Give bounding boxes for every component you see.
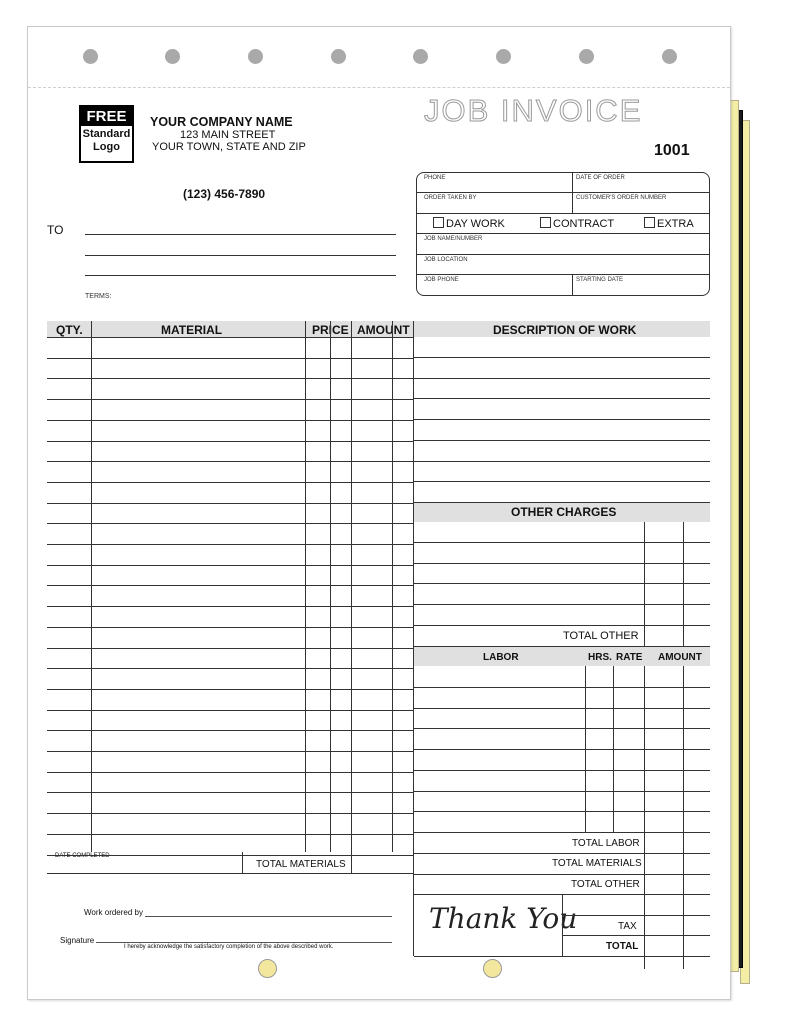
material-header: MATERIAL [161, 323, 223, 337]
to-line-3[interactable] [85, 275, 396, 276]
order-taken-by-field[interactable]: ORDER TAKEN BY [424, 195, 477, 201]
materials-row-line [47, 544, 413, 545]
company-logo [79, 105, 134, 163]
totals-line [414, 874, 710, 875]
description-row-line [414, 357, 710, 358]
to-line-1[interactable] [85, 234, 396, 235]
invoice-number: 1001 [654, 142, 690, 159]
binding-hole [165, 49, 180, 64]
customers-order-number-field[interactable]: CUSTOMER'S ORDER NUMBER [576, 195, 667, 201]
price-column-line [351, 321, 352, 873]
labor-cents-line [683, 666, 684, 969]
thank-you-divider [562, 894, 563, 956]
job-location-field[interactable]: JOB LOCATION [424, 257, 468, 263]
other-charges-amount-line [644, 522, 645, 647]
materials-row-line [47, 337, 413, 338]
amount-cents-line [392, 321, 393, 852]
labor-row-line [414, 687, 710, 688]
invoice-sheet [27, 26, 731, 1000]
labor-row-line [414, 708, 710, 709]
binding-hole [413, 49, 428, 64]
extra-label: EXTRA [657, 218, 694, 230]
other-charges-row-line [414, 542, 710, 543]
materials-row-line [47, 772, 413, 773]
checkbox-icon [540, 217, 551, 228]
material-column-line [305, 321, 306, 852]
logo-free: FREE [81, 107, 132, 126]
invoice-title: JOB INVOICE [424, 93, 643, 128]
extra-checkbox[interactable] [644, 217, 694, 230]
phone-field[interactable]: PHONE [424, 175, 446, 181]
company-street: 123 MAIN STREET [180, 129, 276, 141]
company-city: YOUR TOWN, STATE AND ZIP [152, 141, 306, 153]
labor-amount-header: AMOUNT [658, 652, 702, 663]
to-label: TO [47, 223, 64, 237]
materials-row-line [47, 648, 413, 649]
work-ordered-by-label: Work ordered by [84, 908, 143, 917]
tax-label: TAX [618, 921, 637, 932]
description-row-line [414, 398, 710, 399]
info-divider [572, 172, 573, 213]
other-charges-row-line [414, 604, 710, 605]
info-divider [416, 192, 710, 193]
acknowledge-text: I hereby acknowledge the satisfactory completion of the above described work. [124, 944, 334, 950]
to-line-2[interactable] [85, 255, 396, 256]
materials-bottom-line [47, 873, 413, 874]
labor-row-line [414, 749, 710, 750]
totals-line [562, 935, 710, 936]
date-completed-label: DATE COMPLETED [55, 853, 110, 859]
checkbox-icon [644, 217, 655, 228]
description-row-line [414, 461, 710, 462]
labor-hrs-line [585, 666, 586, 833]
labor-row-line [414, 770, 710, 771]
perforation-line [28, 87, 730, 88]
amount-column-line [413, 321, 414, 956]
binding-hole [496, 49, 511, 64]
materials-row-line [47, 523, 413, 524]
total-materials-divider [242, 852, 243, 873]
materials-row-line [47, 565, 413, 566]
materials-row-line [47, 441, 413, 442]
total-materials-label: TOTAL MATERIALS [256, 859, 346, 870]
other-charges-cents-line [683, 522, 684, 647]
labor-row-line [414, 811, 710, 812]
totals-line [562, 915, 710, 916]
logo-standard: Standard [82, 128, 131, 140]
description-row-line [414, 419, 710, 420]
signature-label: Signature [60, 936, 95, 945]
materials-row-line [47, 689, 413, 690]
job-phone-field[interactable]: JOB PHONE [424, 277, 459, 283]
other-charges-row-line [414, 646, 710, 647]
labor-header: LABOR [483, 652, 519, 663]
totals-bottom-line [414, 956, 710, 957]
other-charges-header: OTHER CHARGES [511, 505, 617, 519]
info-divider [416, 274, 710, 275]
info-divider [416, 233, 710, 234]
materials-row-line [47, 606, 413, 607]
qty-header: QTY. [56, 323, 83, 337]
info-divider [416, 213, 710, 214]
contract-label: CONTRACT [553, 218, 615, 230]
description-row-line [414, 502, 710, 503]
date-of-order-field[interactable]: DATE OF ORDER [576, 175, 625, 181]
description-row-line [414, 378, 710, 379]
other-charges-row-line [414, 625, 710, 626]
binding-hole [248, 49, 263, 64]
rate-header: RATE [616, 652, 643, 663]
hrs-header: HRS. [588, 652, 612, 663]
materials-row-line [47, 420, 413, 421]
info-divider [572, 274, 573, 295]
labor-row-line [414, 728, 710, 729]
totals-line [414, 853, 710, 854]
company-name: YOUR COMPANY NAME [150, 115, 293, 129]
total-other-right-label: TOTAL OTHER [571, 879, 640, 890]
company-phone: (123) 456-7890 [183, 187, 266, 201]
info-divider [416, 254, 710, 255]
checkbox-icon [433, 217, 444, 228]
total-materials-right-label: TOTAL MATERIALS [552, 858, 642, 869]
binding-hole [579, 49, 594, 64]
total-label: TOTAL [606, 941, 639, 952]
thank-you-script: Thank You [429, 902, 578, 935]
materials-row-line [47, 730, 413, 731]
total-other-label: TOTAL OTHER [563, 630, 639, 642]
materials-row-line [47, 710, 413, 711]
labor-rate-line [613, 666, 614, 833]
labor-row-line [414, 791, 710, 792]
binding-hole [331, 49, 346, 64]
contract-checkbox[interactable] [540, 217, 614, 230]
materials-row-line [47, 585, 413, 586]
binding-ring [483, 959, 502, 978]
materials-row-line [47, 378, 413, 379]
binding-hole [83, 49, 98, 64]
description-row-line [414, 440, 710, 441]
materials-row-line [47, 855, 413, 856]
day-work-checkbox[interactable] [433, 217, 505, 230]
labor-amount-line [644, 666, 645, 969]
amount-header: AMOUNT [357, 323, 410, 337]
day-work-label: DAY WORK [446, 218, 505, 230]
job-name-field[interactable]: JOB NAME/NUMBER [424, 236, 483, 242]
order-info-box [416, 172, 710, 296]
materials-row-line [47, 358, 413, 359]
materials-row-line [47, 834, 413, 835]
materials-row-line [47, 399, 413, 400]
binding-ring [258, 959, 277, 978]
starting-date-field[interactable]: STARTING DATE [576, 277, 624, 283]
qty-column-line [91, 321, 92, 852]
signature-line[interactable] [96, 942, 392, 943]
materials-row-line [47, 482, 413, 483]
terms-label: TERMS: [85, 293, 112, 300]
price-cents-line [330, 321, 331, 852]
materials-row-line [47, 627, 413, 628]
binding-hole [662, 49, 677, 64]
materials-row-line [47, 751, 413, 752]
labor-row-line [414, 832, 710, 833]
price-header: PRICE [312, 323, 349, 337]
description-row-line [414, 481, 710, 482]
logo-logo: Logo [93, 141, 120, 153]
other-charges-row-line [414, 563, 710, 564]
materials-row-line [47, 792, 413, 793]
materials-row-line [47, 813, 413, 814]
materials-row-line [47, 461, 413, 462]
total-labor-label: TOTAL LABOR [572, 838, 640, 849]
work-ordered-by-line[interactable] [145, 916, 392, 917]
description-of-work-header: DESCRIPTION OF WORK [493, 323, 637, 337]
materials-row-line [47, 503, 413, 504]
other-charges-row-line [414, 583, 710, 584]
materials-row-line [47, 668, 413, 669]
